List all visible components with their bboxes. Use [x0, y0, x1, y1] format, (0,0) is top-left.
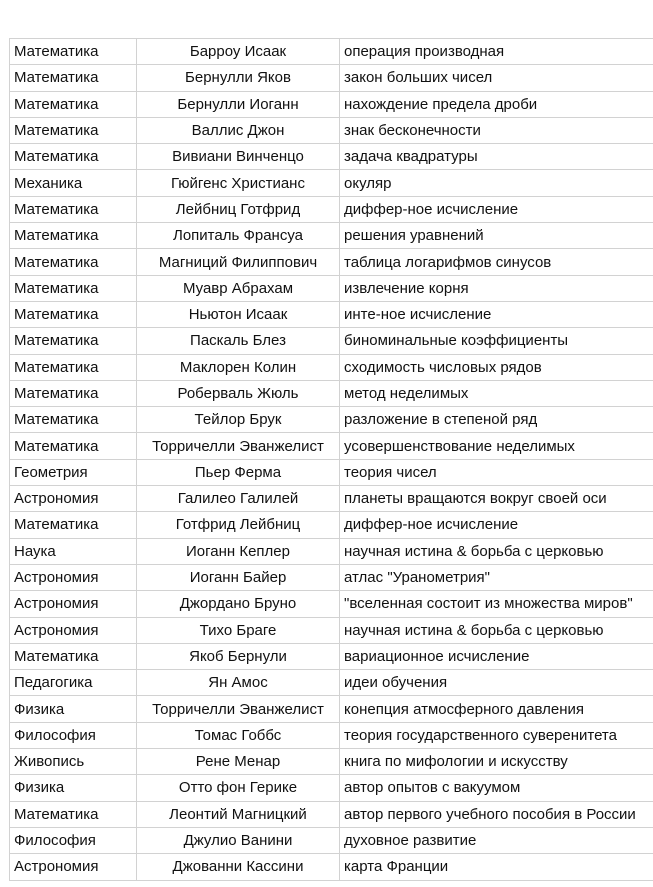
- field-cell[interactable]: Математика: [10, 39, 137, 65]
- table-row: [10, 275, 653, 301]
- contribution-cell[interactable]: разложение в степеной ряд: [340, 407, 653, 433]
- field-cell[interactable]: Астрономия: [10, 591, 137, 617]
- field-cell[interactable]: Математика: [10, 643, 137, 669]
- contribution-cell[interactable]: биноминальные коэффициенты: [340, 328, 653, 354]
- scientist-cell[interactable]: Тейлор Брук: [137, 407, 340, 433]
- contribution-cell[interactable]: планеты вращаются вокруг своей оси: [340, 486, 653, 512]
- contribution-cell[interactable]: научная истина & борьба с церковью: [340, 538, 653, 564]
- table-row: [10, 512, 653, 538]
- scientist-cell[interactable]: Пьер Ферма: [137, 459, 340, 485]
- contribution-cell[interactable]: теория государственного суверенитета: [340, 722, 653, 748]
- contribution-cell[interactable]: идеи обучения: [340, 670, 653, 696]
- table-row: [10, 827, 653, 853]
- contribution-cell[interactable]: "вселенная состоит из множества миров": [340, 591, 653, 617]
- table-row: [10, 39, 653, 65]
- table-row: [10, 749, 653, 775]
- contribution-cell[interactable]: духовное развитие: [340, 827, 653, 853]
- field-cell[interactable]: Математика: [10, 275, 137, 301]
- scientist-cell[interactable]: Леонтий Магницкий: [137, 801, 340, 827]
- table-row: [10, 854, 653, 880]
- scientist-cell[interactable]: Готфрид Лейбниц: [137, 512, 340, 538]
- table-row: [10, 670, 653, 696]
- scientist-cell[interactable]: Лейбниц Готфрид: [137, 196, 340, 222]
- table-row: [10, 486, 653, 512]
- scientist-cell[interactable]: Рене Менар: [137, 749, 340, 775]
- scientist-cell[interactable]: Муавр Абрахам: [137, 275, 340, 301]
- field-cell[interactable]: Астрономия: [10, 564, 137, 590]
- contribution-cell[interactable]: автор первого учебного пособия в России: [340, 801, 653, 827]
- contribution-cell[interactable]: диффер-ное исчисление: [340, 196, 653, 222]
- contribution-cell[interactable]: извлечение корня: [340, 275, 653, 301]
- contribution-cell[interactable]: знак бесконечности: [340, 117, 653, 143]
- table-row: [10, 775, 653, 801]
- field-cell[interactable]: Математика: [10, 380, 137, 406]
- contribution-cell[interactable]: конепция атмосферного давления: [340, 696, 653, 722]
- contribution-cell[interactable]: атлас "Уранометрия": [340, 564, 653, 590]
- table-row: [10, 538, 653, 564]
- contribution-cell[interactable]: решения уравнений: [340, 223, 653, 249]
- scientist-cell[interactable]: Томас Гоббс: [137, 722, 340, 748]
- table-row: [10, 65, 653, 91]
- table-row: [10, 801, 653, 827]
- field-cell[interactable]: Философия: [10, 827, 137, 853]
- table-body: [10, 39, 653, 881]
- field-cell[interactable]: Астрономия: [10, 854, 137, 880]
- contribution-cell[interactable]: задача квадратуры: [340, 144, 653, 170]
- table-row: [10, 722, 653, 748]
- field-cell[interactable]: Астрономия: [10, 486, 137, 512]
- scientist-cell[interactable]: Паскаль Блез: [137, 328, 340, 354]
- field-cell[interactable]: Наука: [10, 538, 137, 564]
- table-row: [10, 196, 653, 222]
- scientist-cell[interactable]: Бернулли Яков: [137, 65, 340, 91]
- scientist-cell[interactable]: Барроу Исаак: [137, 39, 340, 65]
- contribution-cell[interactable]: сходимость числовых рядов: [340, 354, 653, 380]
- field-cell[interactable]: Педагогика: [10, 670, 137, 696]
- scientist-cell[interactable]: Якоб Бернули: [137, 643, 340, 669]
- contribution-cell[interactable]: книга по мифологии и искусству: [340, 749, 653, 775]
- table-row: [10, 170, 653, 196]
- table-row: [10, 380, 653, 406]
- contribution-cell[interactable]: вариационное исчисление: [340, 643, 653, 669]
- field-cell[interactable]: Астрономия: [10, 617, 137, 643]
- table-row: [10, 117, 653, 143]
- table-row: [10, 328, 653, 354]
- table-row: [10, 459, 653, 485]
- scientist-cell[interactable]: Валлис Джон: [137, 117, 340, 143]
- table-row: [10, 407, 653, 433]
- field-cell[interactable]: Математика: [10, 144, 137, 170]
- contribution-cell[interactable]: теория чисел: [340, 459, 653, 485]
- scientist-cell[interactable]: Маклорен Колин: [137, 354, 340, 380]
- scientist-cell[interactable]: Ян Амос: [137, 670, 340, 696]
- field-cell[interactable]: Математика: [10, 801, 137, 827]
- scientist-cell[interactable]: Джулио Ванини: [137, 827, 340, 853]
- contribution-cell[interactable]: закон больших чисел: [340, 65, 653, 91]
- contribution-cell[interactable]: нахождение предела дроби: [340, 91, 653, 117]
- field-cell[interactable]: Математика: [10, 65, 137, 91]
- contribution-cell[interactable]: операция производная: [340, 39, 653, 65]
- scientist-cell[interactable]: Вивиани Винченцо: [137, 144, 340, 170]
- scientist-cell[interactable]: Гюйгенс Христианс: [137, 170, 340, 196]
- table-row: [10, 91, 653, 117]
- field-cell[interactable]: Математика: [10, 433, 137, 459]
- scientist-cell[interactable]: Торричелли Эванжелист: [137, 433, 340, 459]
- field-cell[interactable]: Математика: [10, 249, 137, 275]
- field-cell[interactable]: Геометрия: [10, 459, 137, 485]
- field-cell[interactable]: Механика: [10, 170, 137, 196]
- contribution-cell[interactable]: научная истина & борьба с церковью: [340, 617, 653, 643]
- field-cell[interactable]: Математика: [10, 117, 137, 143]
- contribution-cell[interactable]: окуляр: [340, 170, 653, 196]
- table-row: [10, 643, 653, 669]
- scientist-cell[interactable]: Бернулли Иоганн: [137, 91, 340, 117]
- field-cell[interactable]: Математика: [10, 223, 137, 249]
- scientist-cell[interactable]: Торричелли Эванжелист: [137, 696, 340, 722]
- contribution-cell[interactable]: таблица логарифмов синусов: [340, 249, 653, 275]
- table-row: [10, 249, 653, 275]
- field-cell[interactable]: Физика: [10, 775, 137, 801]
- table-row: [10, 591, 653, 617]
- contribution-cell[interactable]: автор опытов с вакуумом: [340, 775, 653, 801]
- field-cell[interactable]: Физика: [10, 696, 137, 722]
- contribution-cell[interactable]: карта Франции: [340, 854, 653, 880]
- scientist-cell[interactable]: Джордано Бруно: [137, 591, 340, 617]
- scientist-cell[interactable]: Джованни Кассини: [137, 854, 340, 880]
- contribution-cell[interactable]: усовершенствование неделимых: [340, 433, 653, 459]
- contribution-cell[interactable]: диффер-ное исчисление: [340, 512, 653, 538]
- table-row: [10, 301, 653, 327]
- table-row: [10, 354, 653, 380]
- scientist-cell[interactable]: Иоганн Байер: [137, 564, 340, 590]
- contribution-cell[interactable]: инте-ное исчисление: [340, 301, 653, 327]
- scientist-cell[interactable]: Тихо Браге: [137, 617, 340, 643]
- scientist-cell[interactable]: Иоганн Кеплер: [137, 538, 340, 564]
- scientist-cell[interactable]: Лопиталь Франсуа: [137, 223, 340, 249]
- table-row: [10, 144, 653, 170]
- field-cell[interactable]: Математика: [10, 196, 137, 222]
- scientist-cell[interactable]: Отто фон Герике: [137, 775, 340, 801]
- field-cell[interactable]: Философия: [10, 722, 137, 748]
- scientists-table: [9, 38, 653, 881]
- scientist-cell[interactable]: Ньютон Исаак: [137, 301, 340, 327]
- scientist-cell[interactable]: Галилео Галилей: [137, 486, 340, 512]
- field-cell[interactable]: Живопись: [10, 749, 137, 775]
- field-cell[interactable]: Математика: [10, 91, 137, 117]
- table-row: [10, 564, 653, 590]
- field-cell[interactable]: Математика: [10, 407, 137, 433]
- contribution-cell[interactable]: метод неделимых: [340, 380, 653, 406]
- field-cell[interactable]: Математика: [10, 512, 137, 538]
- table-row: [10, 223, 653, 249]
- table-row: [10, 696, 653, 722]
- field-cell[interactable]: Математика: [10, 328, 137, 354]
- table-row: [10, 433, 653, 459]
- field-cell[interactable]: Математика: [10, 354, 137, 380]
- scientist-cell[interactable]: Роберваль Жюль: [137, 380, 340, 406]
- field-cell[interactable]: Математика: [10, 301, 137, 327]
- table-row: [10, 617, 653, 643]
- scientist-cell[interactable]: Магниций Филиппович: [137, 249, 340, 275]
